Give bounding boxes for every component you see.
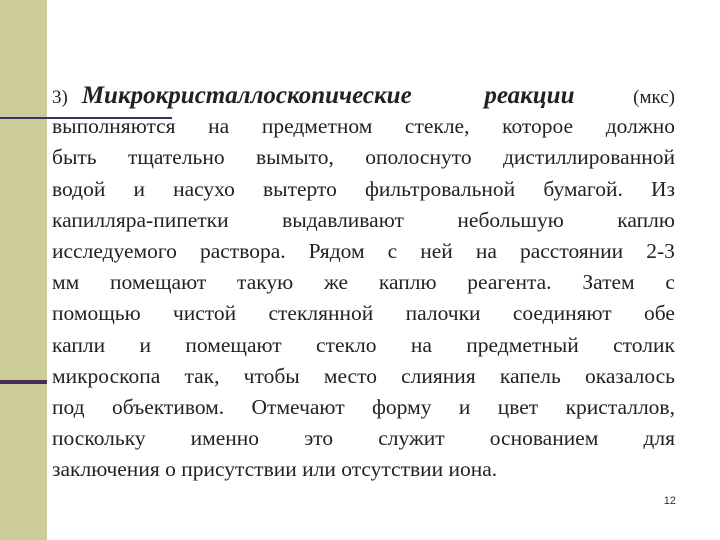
text-line: поскольку именно это служит основанием для [52,426,675,451]
heading-line [52,80,675,111]
text-line: мм помещают такую же каплю реагента. Затем с [52,270,675,295]
bottom-rule-line [0,380,47,384]
title-abbreviation: (мкс) [633,87,675,108]
title-term-2: реакции [484,82,575,109]
paragraph-lines [52,111,675,485]
text-line: водой и насухо вытерто фильтровальной бумагой. Из [52,176,675,201]
text-line: выполняются на предметном стекле, которое должно [52,114,675,139]
text-line: исследуемого раствора. Рядом с ней на расстоянии 2-3 [52,238,675,263]
left-decorative-band [0,0,47,540]
page-number: 12 [663,495,676,507]
text-line: заключения о присутствии или отсутствии иона. [52,457,498,482]
text-line: микроскопа так, чтобы место слияния капель оказалось [52,363,675,388]
text-line: под объективом. Отмечают форму и цвет кристаллов, [52,394,675,419]
text-line: быть тщательно вымыто, ополоснуто дистиллированной [52,145,675,170]
section-number: 3) [52,87,68,108]
text-line: капли и помещают стекло на предметный столик [52,332,675,357]
body-text [52,80,675,485]
text-line: помощью чистой стеклянной палочки соединяют обе [52,301,675,326]
title-term-1: Микрокристаллоскопические [81,82,412,109]
text-line: капилляра-пипетки выдавливают небольшую каплю [52,207,675,232]
